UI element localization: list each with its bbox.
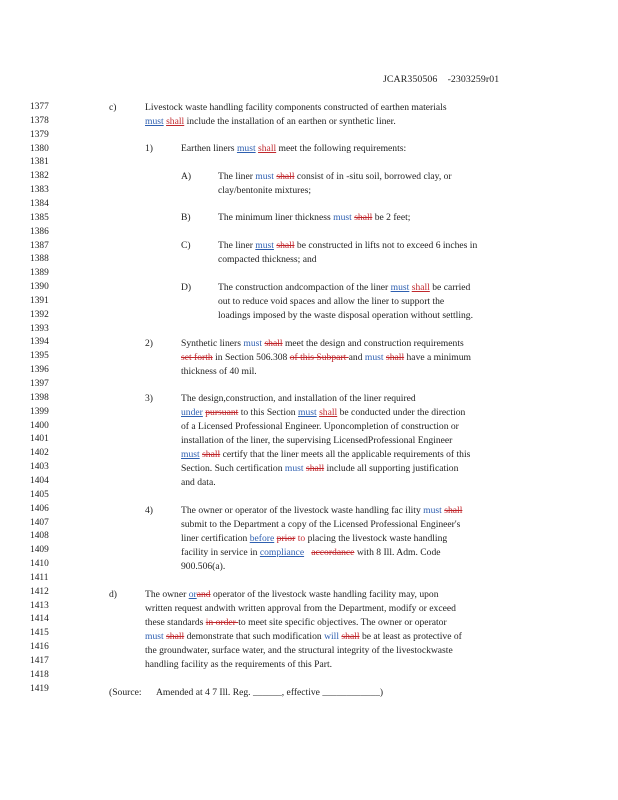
clause-c-label: c) bbox=[109, 102, 117, 113]
item-2-line-3: thickness of 40 mil. bbox=[181, 366, 257, 377]
item-4-line-1: The owner or operator of the livestock waste handling fac ility must shall bbox=[181, 505, 463, 516]
item-4-line-4: facility in service in compliance accordance with 8 Ill. Adm. Code bbox=[181, 547, 441, 558]
line-number: 1417 bbox=[30, 656, 49, 666]
doc-id: JCAR350506 bbox=[383, 74, 438, 85]
item-C-line-1: The liner must shall be constructed in lifts not to exceed 6 inches in bbox=[218, 240, 478, 251]
item-D-line-2: out to reduce void spaces and allow the liner to support the bbox=[218, 296, 445, 307]
item-4-line-2: submit to the Department a copy of the Licensed Professional Engineer's bbox=[181, 519, 461, 530]
line-number: 1411 bbox=[30, 572, 49, 583]
item-D-line-3: loadings imposed by the waste disposal operation without settling. bbox=[218, 310, 474, 321]
line-number: 1378 bbox=[30, 115, 49, 126]
item-A-line-1: The liner must shall consist of in -situ soil, borrowed clay, or bbox=[218, 171, 452, 182]
line-number: 1413 bbox=[30, 600, 49, 611]
item-D-label: D) bbox=[181, 282, 192, 293]
item-A-line-2: clay/bentonite mixtures; bbox=[218, 185, 311, 196]
line-number: 1389 bbox=[30, 268, 49, 279]
line-number: 1394 bbox=[30, 337, 49, 348]
insert-must: must bbox=[145, 116, 164, 127]
line-number: 1410 bbox=[30, 559, 49, 570]
item-1-text: Earthen liners must shall meet the following requirements: bbox=[181, 143, 407, 154]
clause-d-line-1: The owner orand operator of the livestock waste handling facility may, upon bbox=[145, 589, 439, 600]
item-3-line-5: must shall certify that the liner meets all the applicable requirements of this bbox=[181, 449, 471, 460]
item-D-line-1: The construction andcompaction of the liner must shall be carried bbox=[218, 282, 471, 293]
line-number: 1381 bbox=[30, 157, 49, 168]
item-3-line-3: of a Licensed Professional Engineer. Uponcompletion of construction or bbox=[181, 421, 459, 432]
item-3-line-6: Section. Such certification must shall include all supporting justification bbox=[181, 463, 459, 474]
clause-d-line-4: must shall demonstrate that such modification will shall be at least as protective of bbox=[145, 631, 462, 642]
item-3-label: 3) bbox=[145, 393, 153, 404]
line-number: 1395 bbox=[30, 351, 49, 362]
line-number: 1402 bbox=[30, 448, 49, 459]
line-number: 1404 bbox=[30, 475, 49, 486]
line-number: 1379 bbox=[30, 129, 49, 140]
line-number: 1397 bbox=[30, 379, 49, 389]
item-A-label: A) bbox=[181, 171, 192, 182]
line-number: 1385 bbox=[30, 212, 49, 223]
line-number: 1398 bbox=[30, 392, 49, 403]
header-doc-id bbox=[383, 74, 499, 85]
source-text: Amended at 4 7 Ill. Reg. ______, effective ____________) bbox=[156, 687, 384, 698]
line-number: 1383 bbox=[30, 185, 49, 196]
item-1-label: 1) bbox=[145, 143, 153, 154]
item-4-label: 4) bbox=[145, 505, 153, 516]
item-4-line-5: 900.506(a). bbox=[181, 561, 226, 572]
line-number: 1386 bbox=[30, 226, 49, 237]
clause-d-line-6: handling facility as the requirements of this Part. bbox=[145, 659, 333, 670]
line-number: 1390 bbox=[30, 282, 49, 293]
item-B-line-1: The minimum liner thickness must shall be 2 feet; bbox=[218, 212, 411, 223]
line-number: 1392 bbox=[30, 309, 49, 320]
line-number: 1406 bbox=[30, 503, 49, 514]
source-label: (Source: bbox=[109, 687, 142, 698]
line-number: 1400 bbox=[30, 420, 49, 431]
item-3-line-2: under pursuant to this Section must shall be conducted under the direction bbox=[181, 407, 466, 418]
clause-d-line-5: the groundwater, surface water, and the structural integrity of the livestockwaste bbox=[145, 645, 453, 656]
line-number: 1382 bbox=[30, 171, 49, 182]
line-number: 1408 bbox=[30, 531, 49, 542]
line-number: 1412 bbox=[30, 586, 49, 597]
clause-d-label: d) bbox=[109, 589, 117, 600]
item-2-line-2: set forth in Section 506.308 of this Subpart and must shall have a minimum bbox=[181, 352, 471, 363]
line-number: 1405 bbox=[30, 489, 49, 500]
clause-d-line-3: these standards in order to meet site specific objectives. The owner or operator bbox=[145, 617, 447, 628]
doc-version: -2303259r01 bbox=[447, 74, 500, 85]
line-number: 1415 bbox=[30, 628, 49, 639]
line-number: 1384 bbox=[30, 198, 49, 209]
item-2-label: 2) bbox=[145, 338, 153, 349]
line-number: 1416 bbox=[30, 642, 49, 653]
line-number: 1401 bbox=[30, 434, 49, 445]
item-3-line-7: and data. bbox=[181, 477, 216, 488]
line-number: 1407 bbox=[30, 517, 49, 528]
item-2-line-1: Synthetic liners must shall meet the design and construction requirements bbox=[181, 338, 464, 349]
clause-c-line-1: Livestock waste handling facility components constructed of earthen materials bbox=[145, 102, 447, 113]
clause-d-line-2: written request andwith written approval from the Department, modify or exceed bbox=[145, 603, 456, 614]
clause-c-line-2: must shall include the installation of an earthen or synthetic liner. bbox=[145, 116, 396, 127]
line-number: 1396 bbox=[30, 365, 49, 376]
line-number: 1387 bbox=[30, 240, 49, 251]
item-C-label: C) bbox=[181, 240, 191, 251]
line-number: 1403 bbox=[30, 462, 49, 473]
line-number: 1380 bbox=[30, 143, 49, 154]
line-number: 1391 bbox=[30, 295, 49, 306]
item-3-line-4: installation of the liner, the supervising LicensedProfessional Engineer bbox=[181, 435, 453, 446]
line-number: 1388 bbox=[30, 254, 49, 265]
insert-shall: shall bbox=[166, 116, 185, 127]
line-number: 1377 bbox=[30, 102, 49, 112]
item-3-line-1: The design,construction, and installation of the liner required bbox=[181, 393, 416, 404]
line-number: 1393 bbox=[30, 323, 49, 334]
item-C-line-2: compacted thickness; and bbox=[218, 254, 317, 265]
line-number: 1414 bbox=[30, 614, 49, 625]
line-number: 1399 bbox=[30, 406, 49, 417]
line-number: 1418 bbox=[30, 669, 49, 680]
item-B-label: B) bbox=[181, 212, 191, 223]
line-number: 1419 bbox=[30, 683, 49, 694]
item-4-line-3: liner certification before prior to placing the livestock waste handling bbox=[181, 533, 448, 544]
line-number: 1409 bbox=[30, 545, 49, 556]
